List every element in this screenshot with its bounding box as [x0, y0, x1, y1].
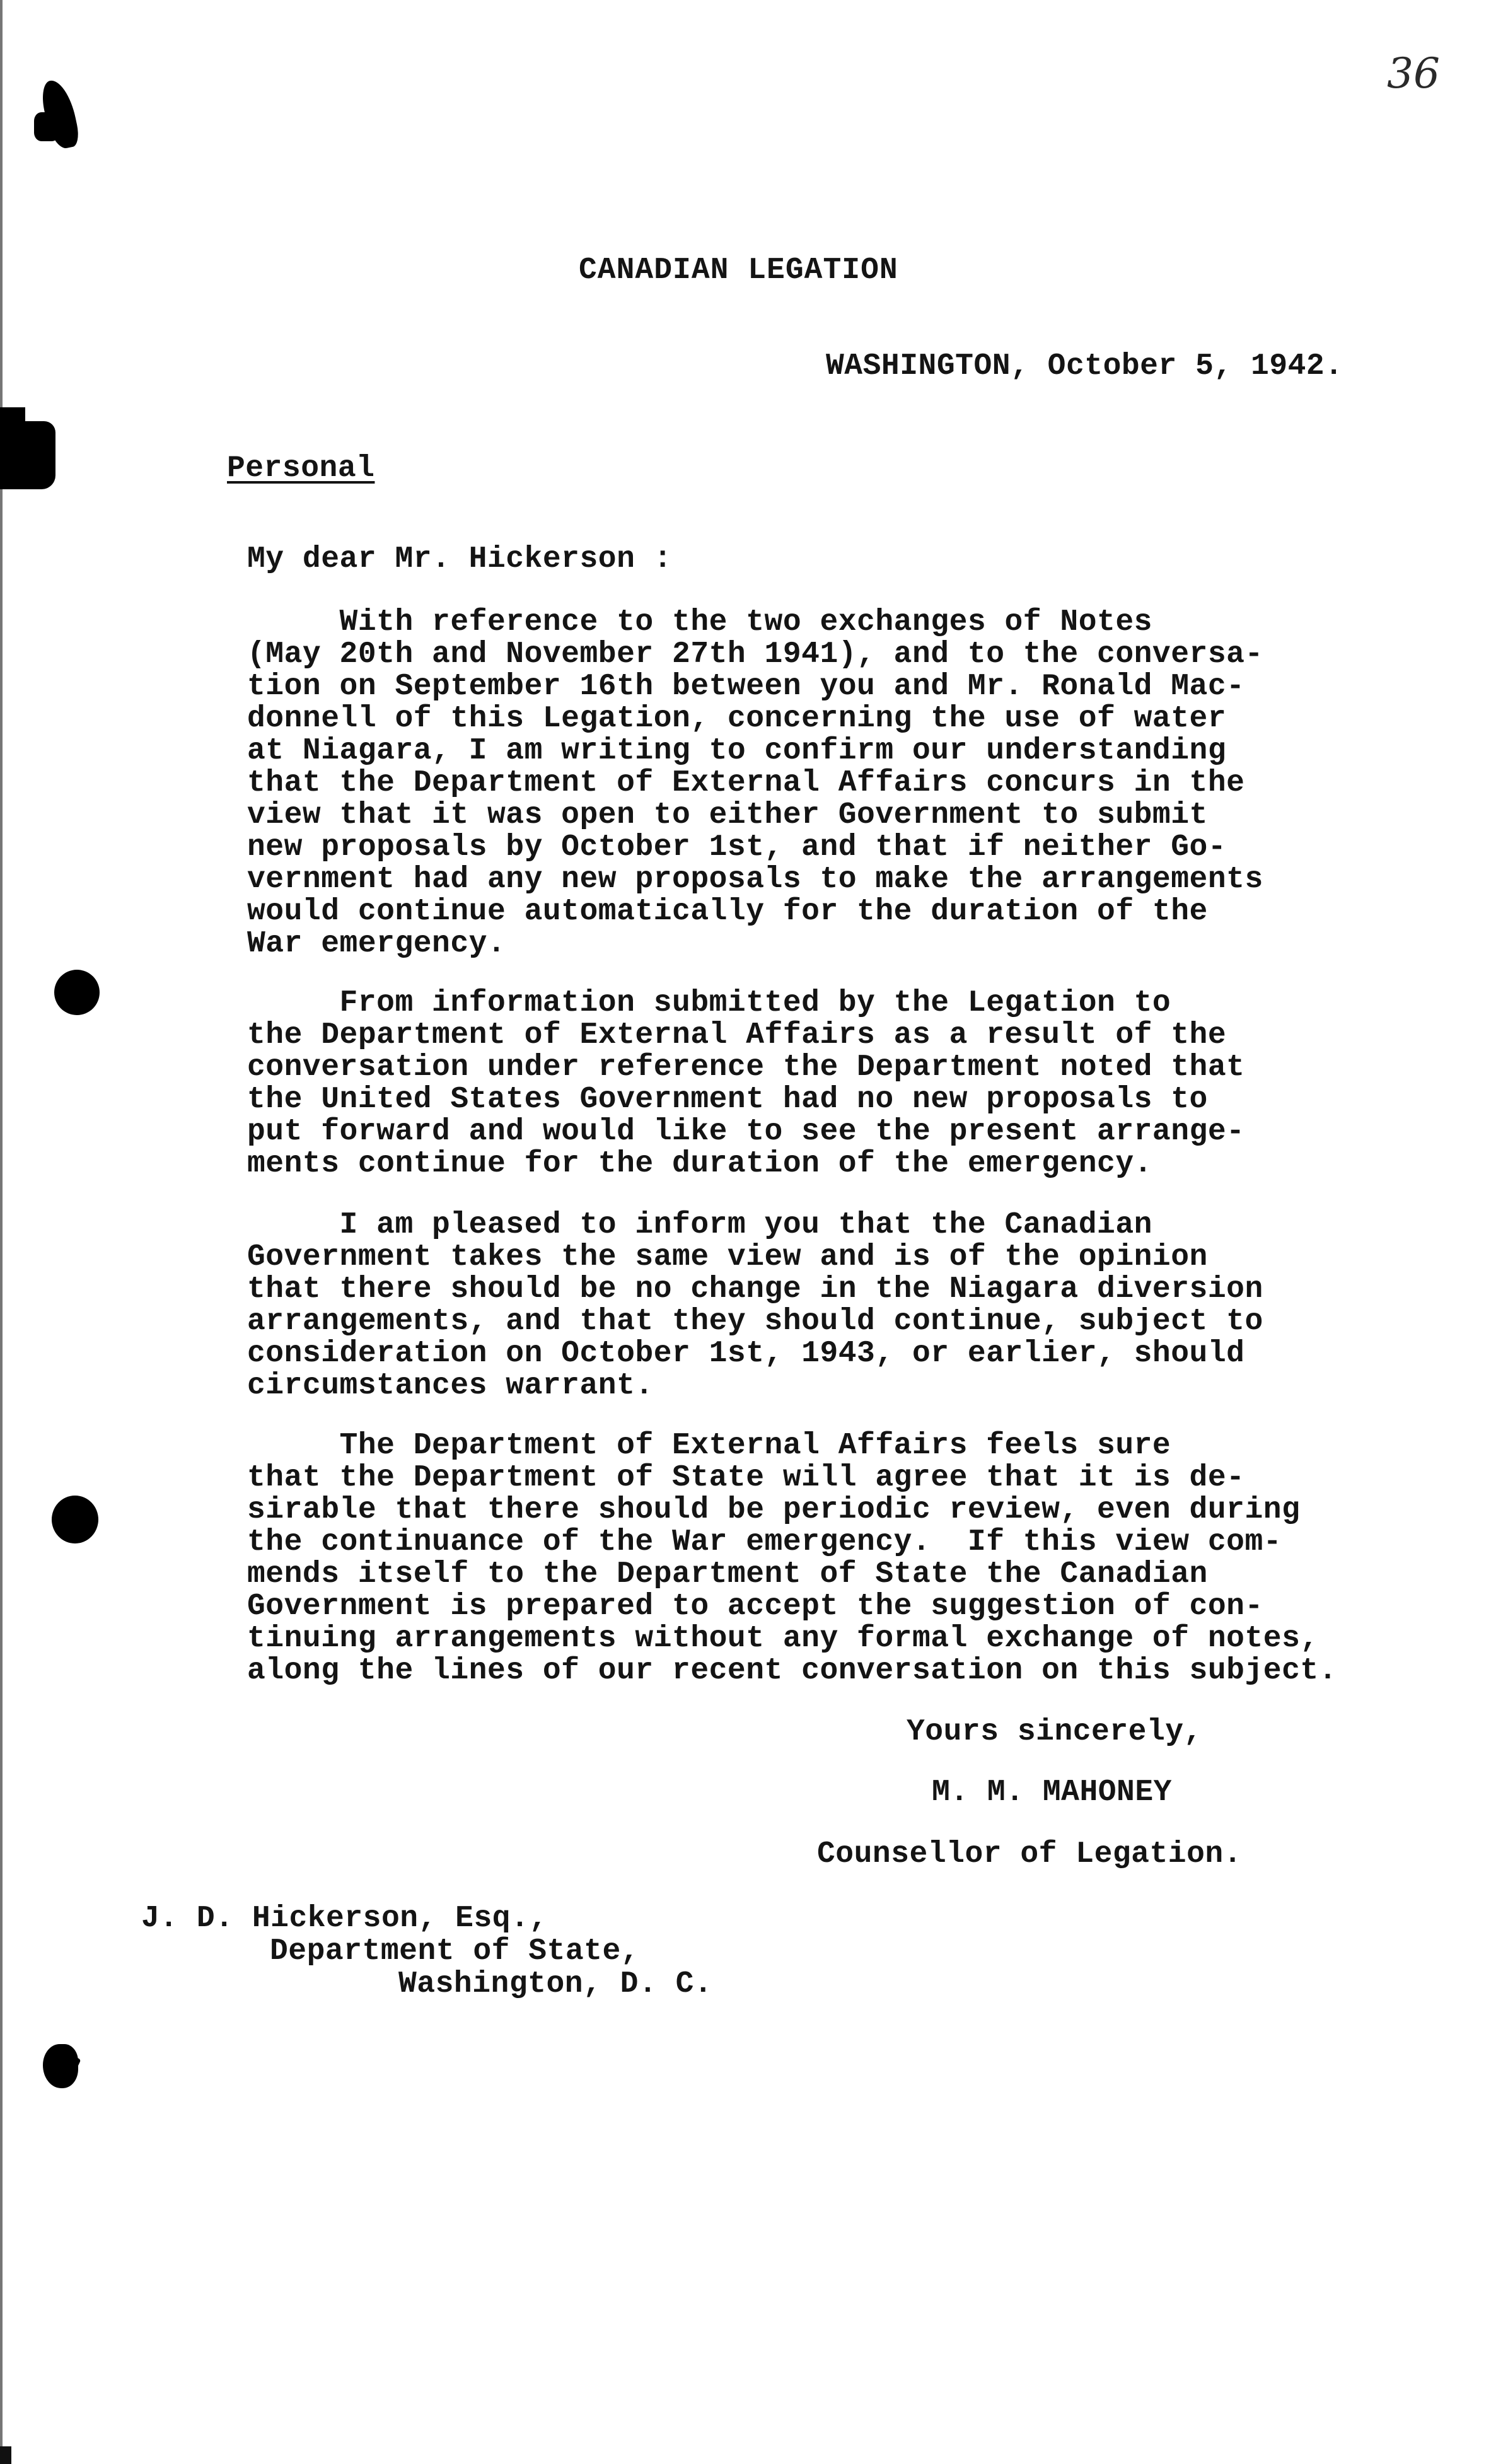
page-corner-mark [0, 2446, 11, 2464]
binding-tab [0, 421, 55, 489]
signer-title: Counsellor of Legation. [817, 1837, 1243, 1871]
body-paragraph-4: The Department of External Affairs feels sure that the Department of State will agree that it is de- sirable that there should be periodic review, even during the continuance of the War emergency. If this view com- mends itself to the Department of State the Canadian Government is prepared to accept the suggestion of con- tinuing arrangements without any formal exchange of notes, along the lines of our recent conversation on this subject. [247, 1429, 1337, 1688]
address-line-2: Department of State, [270, 1934, 640, 1968]
body-paragraph-3: I am pleased to inform you that the Canadian Government takes the same view and is of the opinion that there should be no change in the Niagara diversion arrangements, and that they should continue, subject to consideration on October 1st, 1943, or earlier, should circumstances warrant. [247, 1208, 1263, 1403]
page-number: 36 [1387, 49, 1440, 98]
letterhead: CANADIAN LEGATION [579, 253, 898, 288]
closing: Yours sincerely, [907, 1715, 1202, 1749]
body-paragraph-2: From information submitted by the Legation to the Department of External Affairs as a result of the conversation under reference the Department noted that the United States Government had no new proposals to put forward and would like to see the present arrange- ments continue for the duration of the emergency. [247, 986, 1245, 1181]
body-paragraph-1: With reference to the two exchanges of Notes (May 20th and November 27th 1941), and to the conversa- tion on September 16th between you and Mr. Ronald Mac- donnell of this Legation, concerning the use of water at Niagara, I am writing to confirm our understanding that the Department of External Affairs concurs in the view that it was open to either Government to submit new proposals by October 1st, and that if neither Go- vernment had any new proposals to make the arrangements would continue automatically for the duration of the War emergency. [247, 605, 1263, 961]
punch-hole-lower [52, 1496, 98, 1543]
ink-blot-top-left-fragment [34, 112, 59, 141]
dateline: WASHINGTON, October 5, 1942. [826, 349, 1343, 383]
signer-name: M. M. MAHONEY [932, 1775, 1172, 1810]
address-line-1: J. D. Hickerson, Esq., [141, 1902, 548, 1936]
address-line-3: Washington, D. C. [398, 1967, 713, 2001]
personal-mark: Personal [227, 451, 375, 485]
punch-hole-upper [54, 970, 100, 1015]
page-edge-shadow [0, 0, 3, 2464]
salutation: My dear Mr. Hickerson : [247, 542, 673, 576]
